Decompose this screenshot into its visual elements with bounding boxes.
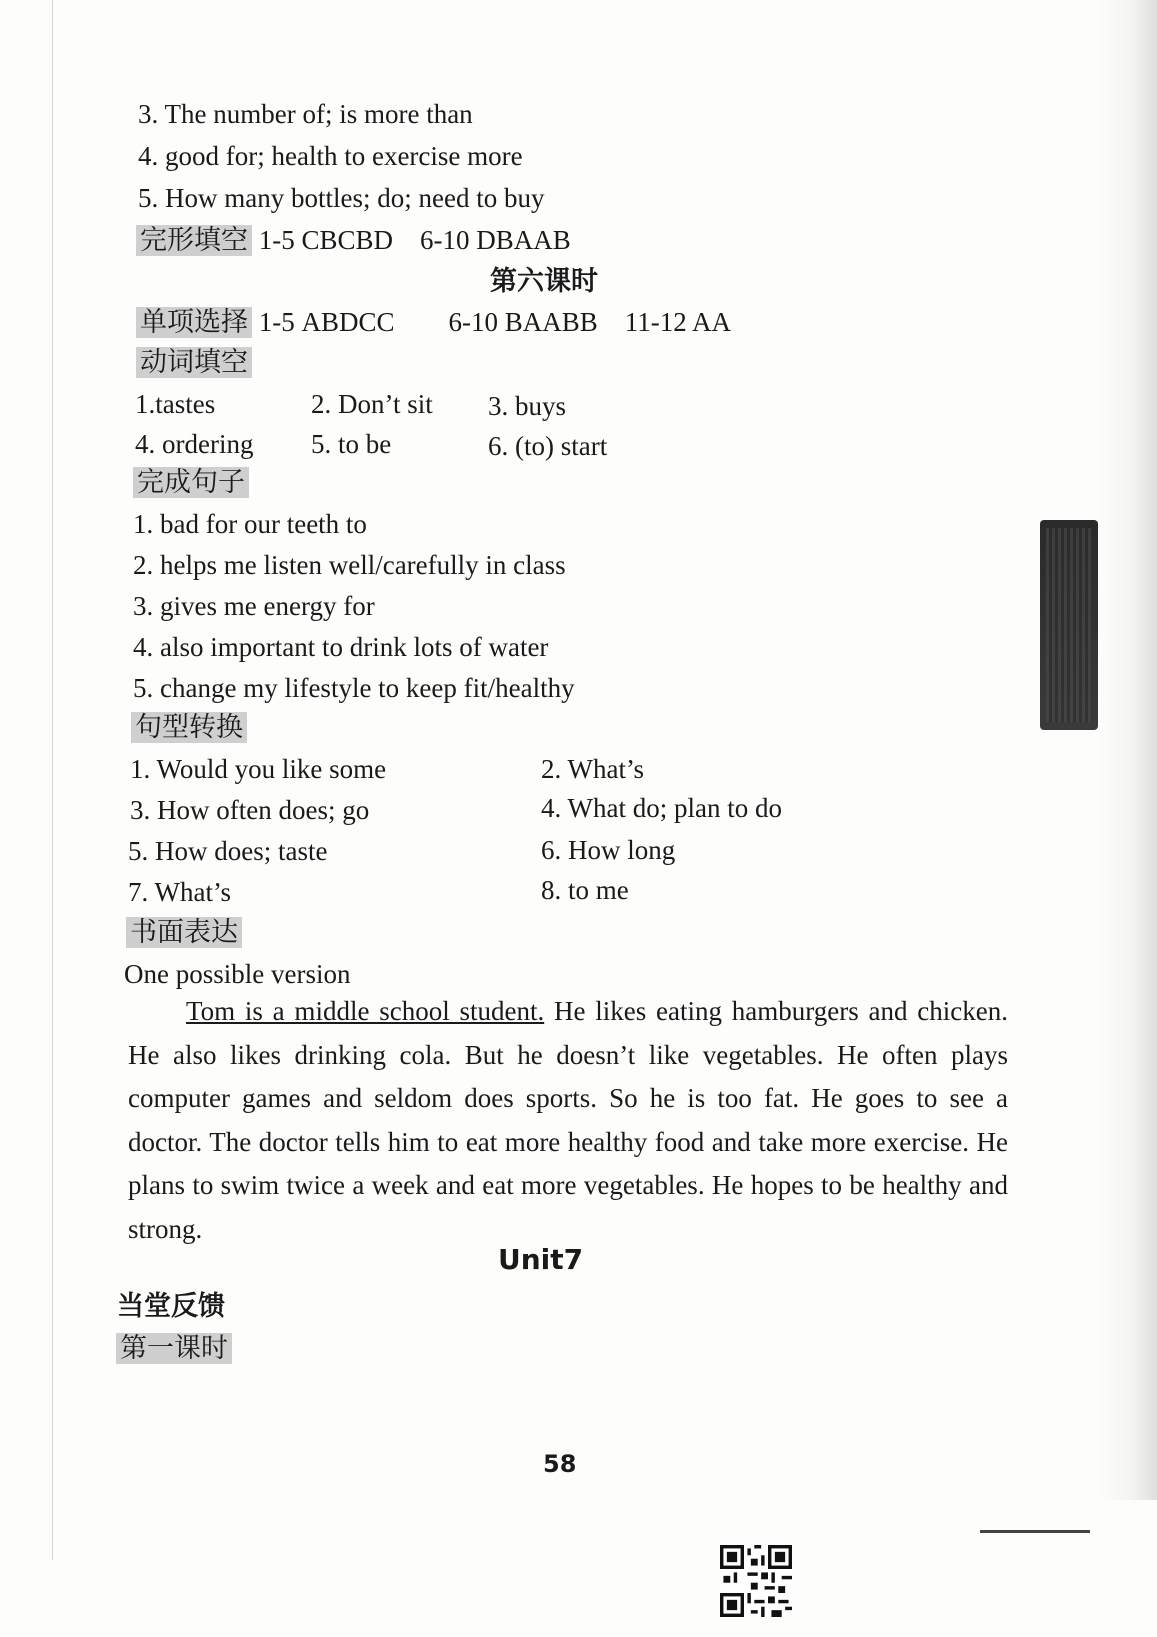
single-choice-section xyxy=(136,306,731,339)
section-tag-single-choice: 单项选择 xyxy=(136,307,252,338)
section-tag-cloze: 完形填空 xyxy=(136,225,252,256)
verb-fill-6: 6. (to) start xyxy=(488,431,608,461)
transform-6: 6. How long xyxy=(541,835,676,865)
lesson-6-title: 第六课时 xyxy=(490,266,598,297)
section-tag-complete-sentences: 完成句子 xyxy=(133,467,249,498)
verb-fill-3: 3. buys xyxy=(488,391,567,421)
complete-sentence-4: 4. also important to drink lots of water xyxy=(133,632,549,662)
margin-line xyxy=(52,0,53,1560)
answer-line-5: 5. How many bottles; do; need to buy xyxy=(138,183,545,213)
verb-fill-heading xyxy=(136,346,252,379)
complete-sentence-1: 1. bad for our teeth to xyxy=(133,509,367,539)
transform-3: 3. How often does; go xyxy=(130,795,370,825)
transform-7: 7. What’s xyxy=(128,877,231,907)
section-tag-transform: 句型转换 xyxy=(131,712,247,743)
answer-line-3: 3. The number of; is more than xyxy=(138,99,473,129)
section-tag-writing: 书面表达 xyxy=(126,917,242,948)
transform-1: 1. Would you like some xyxy=(130,754,387,784)
writing-paragraph xyxy=(128,990,1008,1251)
cloze-answers: 1-5 CBCBD 6-10 DBAAB xyxy=(258,225,571,255)
cloze-section xyxy=(136,224,571,257)
complete-sentence-2: 2. helps me listen well/carefully in class xyxy=(133,550,566,580)
verb-fill-5: 5. to be xyxy=(311,429,392,459)
feedback-title: 当堂反馈 xyxy=(117,1291,225,1322)
section-tag-verb-fill: 动词填空 xyxy=(136,347,252,378)
transform-2: 2. What’s xyxy=(541,754,644,784)
complete-sentences-heading xyxy=(133,466,249,499)
ruler-tab-graphic xyxy=(1040,520,1098,730)
writing-heading xyxy=(126,916,242,949)
verb-fill-4: 4. ordering xyxy=(135,429,254,459)
transform-8: 8. to me xyxy=(541,875,629,905)
qr-code-icon xyxy=(720,1545,792,1617)
writing-rest: He likes eating hamburgers and chicken. He also likes drinking cola. But he doesn’t like vegetables. He often plays computer games and seldom does sports. So he is too fat. He goes to see a doctor. The doctor tells him to eat more healthy food and take more exercise. He plans to swim twice a week and eat more vegetables. He hopes to be healthy and strong. xyxy=(128,996,1008,1244)
verb-fill-1: 1.tastes xyxy=(135,389,216,419)
transform-heading xyxy=(131,711,247,744)
section-tag-lesson-1: 第一课时 xyxy=(116,1333,232,1364)
bottom-edge-rule xyxy=(980,1530,1090,1533)
page-edge-shadow xyxy=(1097,0,1157,1500)
transform-4: 4. What do; plan to do xyxy=(541,793,782,823)
transform-5: 5. How does; taste xyxy=(128,836,328,866)
page-number: 58 xyxy=(543,1450,577,1478)
answer-line-4: 4. good for; health to exercise more xyxy=(138,141,523,171)
complete-sentence-5: 5. change my lifestyle to keep fit/healthy xyxy=(133,673,575,703)
writing-intro: One possible version xyxy=(124,959,351,989)
writing-first-sentence: Tom is a middle school student. xyxy=(186,996,545,1026)
unit-title: Unit7 xyxy=(498,1243,584,1276)
complete-sentence-3: 3. gives me energy for xyxy=(133,591,375,621)
lesson-1-heading xyxy=(116,1332,232,1365)
verb-fill-2: 2. Don’t sit xyxy=(311,389,433,419)
single-choice-answers: 1-5 ABDCC 6-10 BAABB 11-12 AA xyxy=(258,307,732,337)
